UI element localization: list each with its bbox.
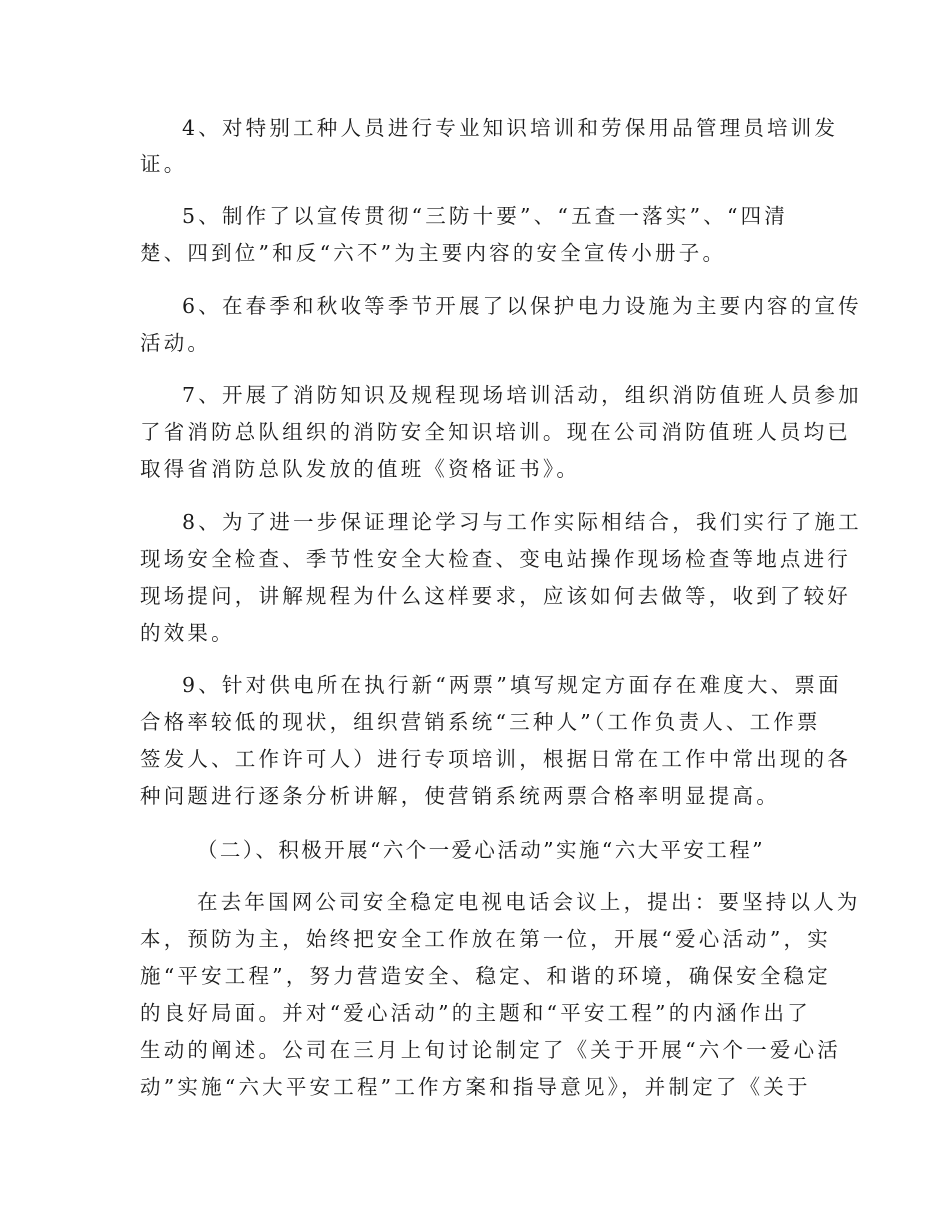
body-paragraph-line-3: 施“平安工程”，努力营造安全、稳定、和谐的环境，确保安全稳定: [140, 964, 831, 988]
section-heading: （二）、积极开展“六个一爱心活动”实施“六大平安工程”: [197, 838, 765, 862]
paragraph-7-line-1: 7、开展了消防知识及规程现场培训活动，组织消防值班人员参加: [182, 383, 862, 407]
body-paragraph-line-4: 的良好局面。并对“爱心活动”的主题和“平安工程”的内涵作出了: [140, 1001, 811, 1025]
paragraph-9-line-4: 种问题进行逐条分析讲解，使营销系统两票合格率明显提高。: [140, 784, 780, 808]
paragraph-5-line-2: 楚、四到位”和反“六不”为主要内容的安全宣传小册子。: [140, 241, 727, 265]
paragraph-6-line-1: 6、在春季和秋收等季节开展了以保护电力设施为主要内容的宣传: [182, 294, 862, 318]
body-paragraph-line-5: 生动的阐述。公司在三月上旬讨论制定了《关于开展“六个一爱心活: [140, 1038, 841, 1062]
paragraph-6-line-2: 活动。: [140, 331, 212, 355]
body-paragraph-line-2: 本，预防为主，始终把安全工作放在第一位，开展“爱心活动”，实: [140, 927, 831, 951]
paragraph-9-line-2: 合格率较低的现状，组织营销系统“三种人”（工作负责人、工作票: [140, 710, 821, 734]
paragraph-8-line-4: 的效果。: [140, 621, 235, 645]
paragraph-9-line-1: 9、针对供电所在执行新“两票”填写规定方面存在难度大、票面: [182, 673, 842, 697]
paragraph-7-line-3: 取得省消防总队发放的值班《资格证书》。: [140, 457, 581, 481]
body-paragraph-line-6: 动”实施“六大平安工程”工作方案和指导意见》，并制定了《关于: [140, 1075, 811, 1099]
paragraph-8-line-2: 现场安全检查、季节性安全大检查、变电站操作现场检查等地点进行: [140, 547, 851, 571]
paragraph-8-line-1: 8、为了进一步保证理论学习与工作实际相结合，我们实行了施工: [182, 510, 862, 534]
paragraph-4-line-1: 4、对特别工种人员进行专业知识培训和劳保用品管理员培训发: [182, 116, 839, 140]
paragraph-4-line-2: 证。: [140, 152, 188, 176]
body-paragraph-line-1: 在去年国网公司安全稳定电视电话会议上，提出：要坚持以人为: [197, 890, 861, 914]
paragraph-9-line-3: 签发人、工作许可人）进行专项培训，根据日常在工作中常出现的各: [140, 747, 851, 771]
paragraph-8-line-3: 现场提问，讲解规程为什么这样要求，应该如何去做等，收到了较好: [140, 584, 851, 608]
paragraph-5-line-1: 5、制作了以宣传贯彻“三防十要”、“五查一落实”、“四清: [182, 204, 789, 228]
paragraph-7-line-2: 了省消防总队组织的消防安全知识培训。现在公司消防值班人员均已: [140, 420, 851, 444]
